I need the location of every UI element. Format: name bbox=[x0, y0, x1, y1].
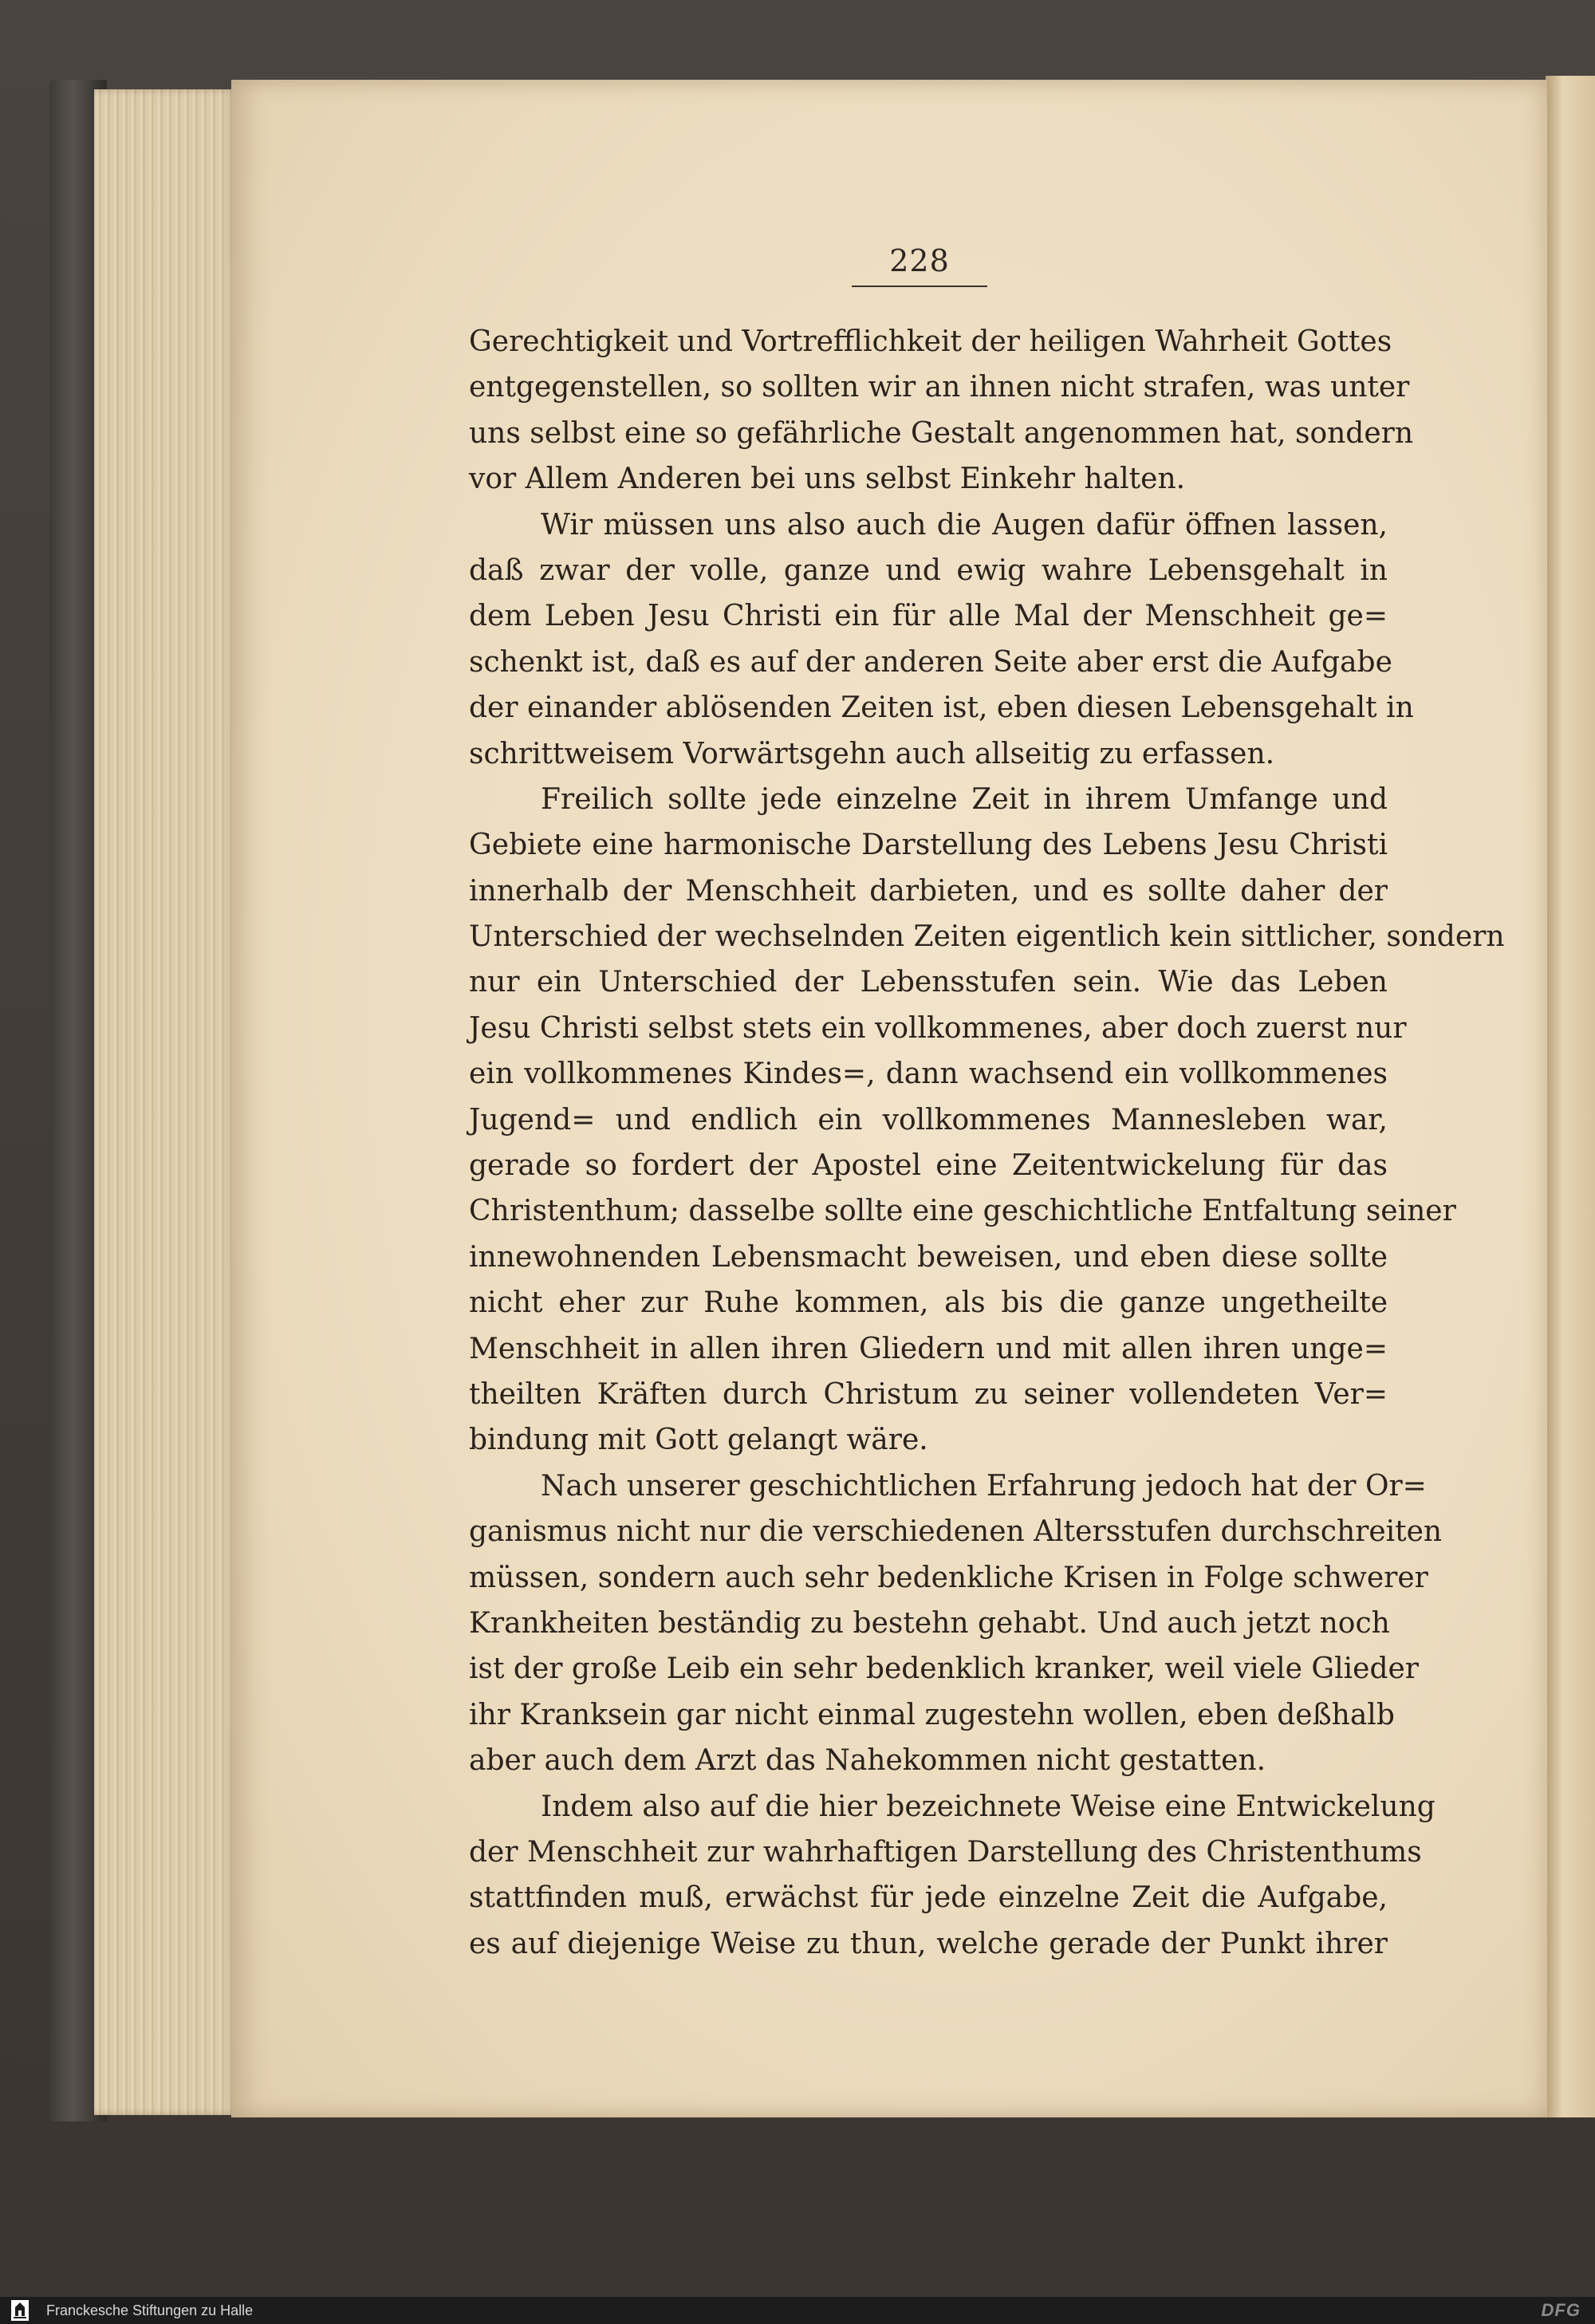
text-line: gerade so fordert der Apostel eine Zeitentwickelung für das bbox=[469, 1149, 1388, 1183]
text-line: daß zwar der volle, ganze und ewig wahre Lebensgehalt in bbox=[469, 553, 1388, 587]
text-line: theilten Kräften durch Christum zu seiner vollendeten Ver= bbox=[469, 1377, 1388, 1411]
text-line: es auf diejenige Weise zu thun, welche gerade der Punkt ihrer bbox=[469, 1927, 1388, 1960]
text-line: schenkt ist, daß es auf der anderen Seite aber erst die Aufgabe bbox=[469, 645, 1392, 679]
facing-page-edge bbox=[1546, 76, 1595, 2117]
text-line: ganismus nicht nur die verschiedenen Altersstufen durchschreiten bbox=[469, 1515, 1443, 1549]
text-line: bindung mit Gott gelangt wäre. bbox=[469, 1424, 928, 1457]
text-line: nur ein Unterschied der Lebensstufen sein. Wie das Leben bbox=[469, 966, 1388, 999]
text-line: ihr Kranksein gar nicht einmal zugestehn wollen, eben deßhalb bbox=[469, 1698, 1395, 1731]
text-line: Unterschied der wechselnden Zeiten eigentlich kein sittlicher, sondern bbox=[469, 920, 1505, 954]
text-line: der Menschheit zur wahrhaftigen Darstellung des Christenthums bbox=[469, 1835, 1422, 1869]
text-line: vor Allem Anderen bei uns selbst Einkehr halten. bbox=[469, 463, 1186, 496]
text-line: stattfinden muß, erwächst für jede einzelne Zeit die Aufgabe, bbox=[469, 1881, 1388, 1915]
header-rule bbox=[852, 286, 987, 287]
text-line: Christenthum; dasselbe sollte eine geschichtliche Entfaltung seiner bbox=[469, 1195, 1456, 1228]
body-text bbox=[469, 319, 1505, 1967]
text-line: Gebiete eine harmonische Darstellung des Lebens Jesu Christi bbox=[469, 829, 1388, 862]
text-line: innerhalb der Menschheit darbieten, und es sollte daher der bbox=[469, 874, 1388, 908]
text-line: Nach unserer geschichtlichen Erfahrung jedoch hat der Or= bbox=[541, 1469, 1427, 1503]
text-line: Wir müssen uns also auch die Augen dafür öffnen lassen, bbox=[541, 508, 1388, 542]
dfg-mark: DFG bbox=[1541, 2300, 1581, 2320]
text-line: ein vollkommenes Kindes=, dann wachsend ein vollkommenes bbox=[469, 1058, 1388, 1091]
text-line: ist der große Leib ein sehr bedenklich kranker, weil viele Glieder bbox=[469, 1652, 1420, 1686]
text-line: uns selbst eine so gefährliche Gestalt angenommen hat, sondern bbox=[469, 416, 1414, 450]
text-line: dem Leben Jesu Christi ein für alle Mal der Menschheit ge= bbox=[469, 600, 1388, 633]
page-number: 228 bbox=[889, 243, 950, 278]
text-line: Krankheiten beständig zu bestehn gehabt. Und auch jetzt noch bbox=[469, 1606, 1390, 1640]
page-stack-edges bbox=[94, 89, 236, 2115]
text-line: Indem also auf die hier bezeichnete Weise eine Entwickelung bbox=[541, 1790, 1436, 1823]
francke-foundation-logo-icon bbox=[11, 2300, 29, 2321]
text-line: aber auch dem Arzt das Nahekommen nicht gestatten. bbox=[469, 1744, 1266, 1778]
text-line: schrittweisem Vorwärtsgehn auch allseitig zu erfassen. bbox=[469, 737, 1275, 770]
text-line: müssen, sondern auch sehr bedenkliche Krisen in Folge schwerer bbox=[469, 1561, 1428, 1594]
text-line: innewohnenden Lebensmacht beweisen, und eben diese sollte bbox=[469, 1240, 1388, 1274]
institution-credit[interactable]: Franckesche Stiftungen zu Halle bbox=[46, 2302, 254, 2318]
text-line: der einander ablösenden Zeiten ist, eben diesen Lebensgehalt in bbox=[469, 691, 1414, 725]
text-line: Jugend= und endlich ein vollkommenes Mannesleben war, bbox=[469, 1103, 1388, 1136]
text-line: Menschheit in allen ihren Gliedern und mit allen ihren unge= bbox=[469, 1332, 1388, 1365]
text-line: entgegenstellen, so sollten wir an ihnen nicht strafen, was unter bbox=[469, 371, 1410, 404]
text-line: Gerechtigkeit und Vortrefflichkeit der heiligen Wahrheit Gottes bbox=[469, 325, 1392, 358]
text-line: nicht eher zur Ruhe kommen, als bis die ganze ungetheilte bbox=[469, 1286, 1388, 1320]
text-line: Jesu Christi selbst stets ein vollkommenes, aber doch zuerst nur bbox=[469, 1011, 1407, 1045]
text-line: Freilich sollte jede einzelne Zeit in ihrem Umfange und bbox=[541, 782, 1388, 816]
